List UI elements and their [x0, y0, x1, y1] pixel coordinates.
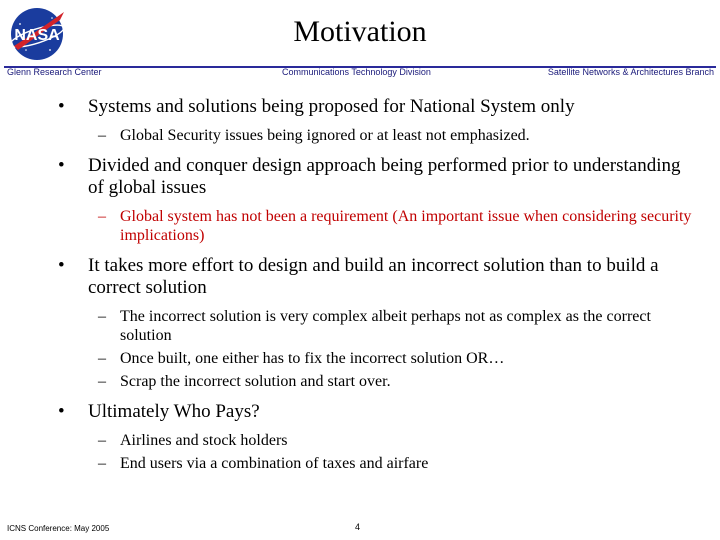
sub-bullet-text: Once built, one either has to fix the incorrect solution OR…: [120, 350, 505, 367]
sub-bullet-text: End users via a combination of taxes and airfare: [120, 455, 429, 472]
sub-bullet: – Scrap the incorrect solution and start over.: [98, 373, 391, 390]
bullet-3: • It takes more effort to design and build an incorrect solution than to build a correct solution: [58, 255, 659, 298]
bullet-1-text: Systems and solutions being proposed for National System only: [88, 96, 575, 117]
sub-bullet-text: Global Security issues being ignored or at least not emphasized.: [120, 127, 530, 144]
sub-bullet: – Airlines and stock holders: [98, 432, 288, 449]
footer-conference: ICNS Conference: May 2005: [7, 524, 110, 533]
sub-bullet: – Once built, one either has to fix the incorrect solution OR…: [98, 350, 505, 367]
bullet-3-text: It takes more effort to design and build an incorrect solution than to build a correct solution: [88, 255, 659, 298]
bullet-1: • Systems and solutions being proposed for National System only: [58, 96, 575, 117]
sub-bullet: – The incorrect solution is very complex albeit perhaps not as complex as the correct solution: [98, 308, 651, 344]
bullet-2: • Divided and conquer design approach being performed prior to understanding of global issues: [58, 155, 681, 198]
org-label: Glenn Research Center: [7, 67, 102, 77]
slide-body: [58, 96, 698, 477]
branch-label: Satellite Networks & Architectures Branch: [547, 67, 714, 77]
sub-bullet-text: Airlines and stock holders: [120, 432, 288, 449]
page-number: 4: [355, 522, 361, 532]
sub-bullet: – Global Security issues being ignored or at least not emphasized.: [98, 127, 530, 144]
bullet-4-text: Ultimately Who Pays?: [88, 401, 260, 422]
sub-bullet-text: Scrap the incorrect solution and start over.: [120, 373, 391, 390]
sub-bullet-text: The incorrect solution is very complex albeit perhaps not as complex as the correct solution: [120, 308, 651, 344]
sub-bullet-highlight: – Global system has not been a requirement (An important issue when considering security implications): [98, 208, 692, 244]
svg-text:NASA: NASA: [14, 27, 60, 44]
sub-bullet: – End users via a combination of taxes and airfare: [98, 455, 429, 472]
bullet-4: • Ultimately Who Pays?: [58, 401, 260, 422]
division-label: Communications Technology Division: [282, 67, 431, 77]
bullet-2-text: Divided and conquer design approach being performed prior to understanding of global issues: [88, 155, 681, 198]
slide-title: Motivation: [293, 15, 427, 48]
sub-bullet-text: Global system has not been a requirement (An important issue when considering security implications): [120, 208, 692, 244]
